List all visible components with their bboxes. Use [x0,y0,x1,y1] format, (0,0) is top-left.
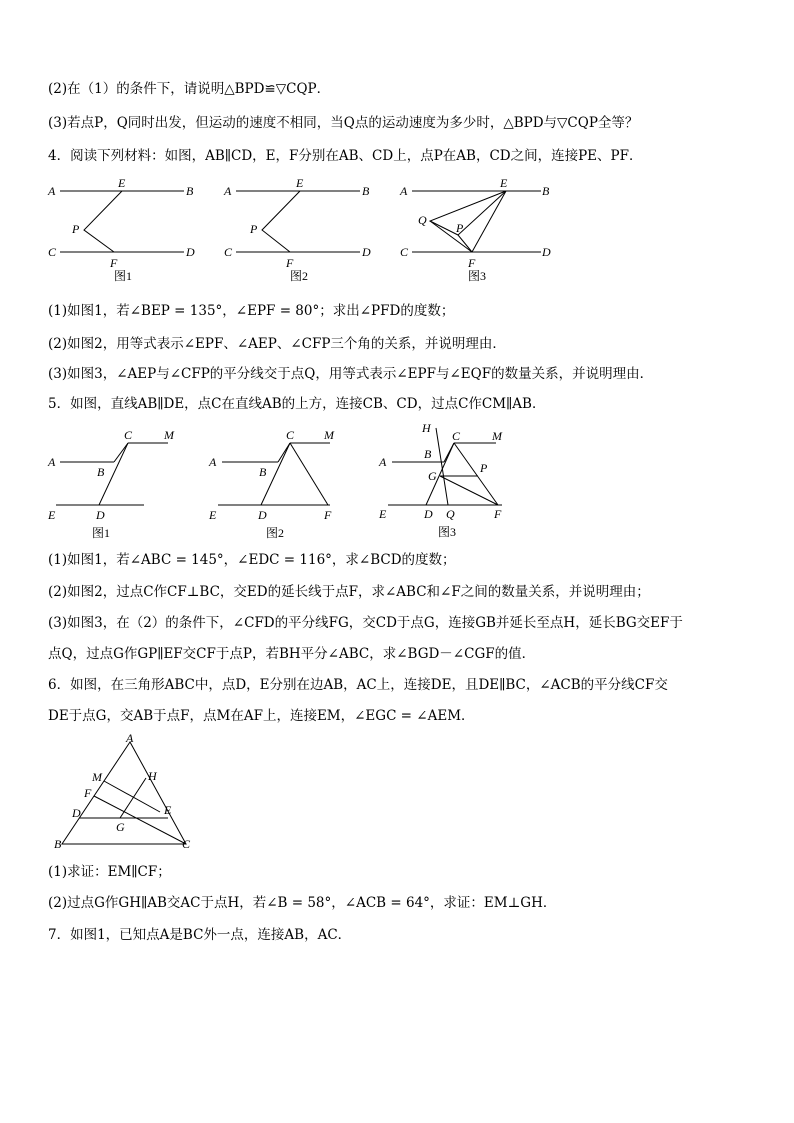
label-M: M [164,428,174,442]
caption-fig3: 图3 [468,269,487,283]
label-A: A [379,455,387,469]
q5-part3-line1: (3)如图3，在（2）的条件下，∠CFD的平分线FG，交CD于点G，连接GB并延长至点H，延长BG交EF于 [48,615,683,631]
label-F: F [286,256,294,270]
q4-part2: (2)如图2，用等式表示∠EPF、∠AEP、∠CFP三个角的关系，并说明理由． [48,336,506,352]
label-C: C [224,245,233,259]
label-A: A [48,455,56,469]
label-E: E [48,508,56,522]
label-C: C [48,245,57,259]
q5-figure-3 [374,418,539,542]
label-D: D [96,508,105,522]
label-A: A [224,184,232,198]
q4-figure-3 [396,175,561,287]
label-F: F [84,786,92,800]
label-H: H [422,421,431,435]
label-D: D [424,507,433,521]
label-A: A [48,184,56,198]
label-B: B [424,447,432,461]
caption-fig1: 图1 [114,269,133,283]
label-E: E [209,508,217,522]
caption-fig2: 图2 [290,269,309,283]
q5-part1: (1)如图1，若∠ABC = 145°，∠EDC = 116°，求∠BCD的度数； [48,552,456,568]
label-D: D [542,245,551,259]
label-F: F [494,507,502,521]
label-P: P [456,221,464,235]
q4-stem: 4．阅读下列材料：如图，AB∥CD，E，F分别在AB、CD上，点P在AB，CD之间，连接PE、PF． [48,148,643,164]
label-B: B [186,184,194,198]
label-E: E [379,507,387,521]
label-E: E [296,176,304,190]
label-A: A [400,184,408,198]
label-E: E [500,176,508,190]
label-M: M [492,429,502,443]
label-D: D [186,245,195,259]
q6-stem-line1: 6．如图，在三角形ABC中，点D，E分别在边AB，AC上，连接DE，且DE∥BC，∠ACB的平分线CF交 [48,677,668,693]
label-H: H [148,769,157,783]
q6-part1: (1)求证：EM∥CF； [48,864,171,880]
q5-figure-1 [44,425,204,542]
label-B: B [97,465,105,479]
q7-stem: 7．如图1，已知点A是BC外一点，连接AB，AC． [48,927,352,943]
label-B: B [542,184,550,198]
label-E: E [164,803,172,817]
caption-fig1: 图1 [92,526,111,540]
label-G: G [116,820,125,834]
label-Q: Q [446,507,455,521]
label-E: E [118,176,126,190]
label-M: M [92,770,102,784]
label-A: A [126,731,134,745]
q5-part3-line2: 点Q，过点G作GP∥EF交CF于点P，若BH平分∠ABC，求∠BGD－∠CGF的值． [48,646,536,662]
label-G: G [428,469,437,483]
label-C: C [286,428,295,442]
label-D: D [362,245,371,259]
label-P: P [72,222,80,236]
label-D: D [258,508,267,522]
q6-figure [50,730,200,858]
q5-stem: 5．如图，直线AB∥DE，点C在直线AB的上方，连接CB、CD，过点C作CM∥AB． [48,396,546,412]
label-C: C [400,245,409,259]
q4-part1: (1)如图1，若∠BEP = 135°，∠EPF = 80°；求出∠PFD的度数； [48,303,455,319]
q4-figure-1 [44,175,204,287]
q6-stem-line2: DE于点G，交AB于点F，点M在AF上，连接EM，∠EGC = ∠AEM． [48,708,475,724]
label-B: B [54,837,62,851]
caption-fig2: 图2 [266,526,285,540]
q5-part2: (2)如图2，过点C作CF⊥BC，交ED的延长线于点F，求∠ABC和∠F之间的数量关系，并说明理由； [48,584,650,600]
q6-part2: (2)过点G作GH∥AB交AC于点H，若∠B = 58°，∠ACB = 64°，求证：EM⊥GH． [48,895,557,911]
label-Q: Q [418,213,427,227]
label-B: B [259,465,267,479]
q3-part2: (2)在（1）的条件下，请说明△BPD≌▽CQP． [48,81,331,97]
label-C: C [452,429,461,443]
q4-part3: (3)如图3，∠AEP与∠CFP的平分线交于点Q，用等式表示∠EPF与∠EQF的数量关系，并说明理由． [48,366,654,382]
q3-part3: (3)若点P，Q同时出发，但运动的速度不相同，当Q点的运动速度为多少时，△BPD与▽CQP全等？ [48,115,639,131]
label-B: B [362,184,370,198]
label-F: F [324,508,332,522]
label-D: D [72,806,81,820]
q4-figure-2 [220,175,380,287]
label-P: P [250,222,258,236]
label-C: C [124,428,133,442]
label-P: P [480,461,488,475]
label-F: F [110,256,118,270]
label-M: M [324,428,334,442]
q5-figure-2 [204,425,364,542]
label-C: C [182,837,191,851]
label-A: A [209,455,217,469]
label-F: F [468,256,476,270]
caption-fig3: 图3 [438,525,457,539]
